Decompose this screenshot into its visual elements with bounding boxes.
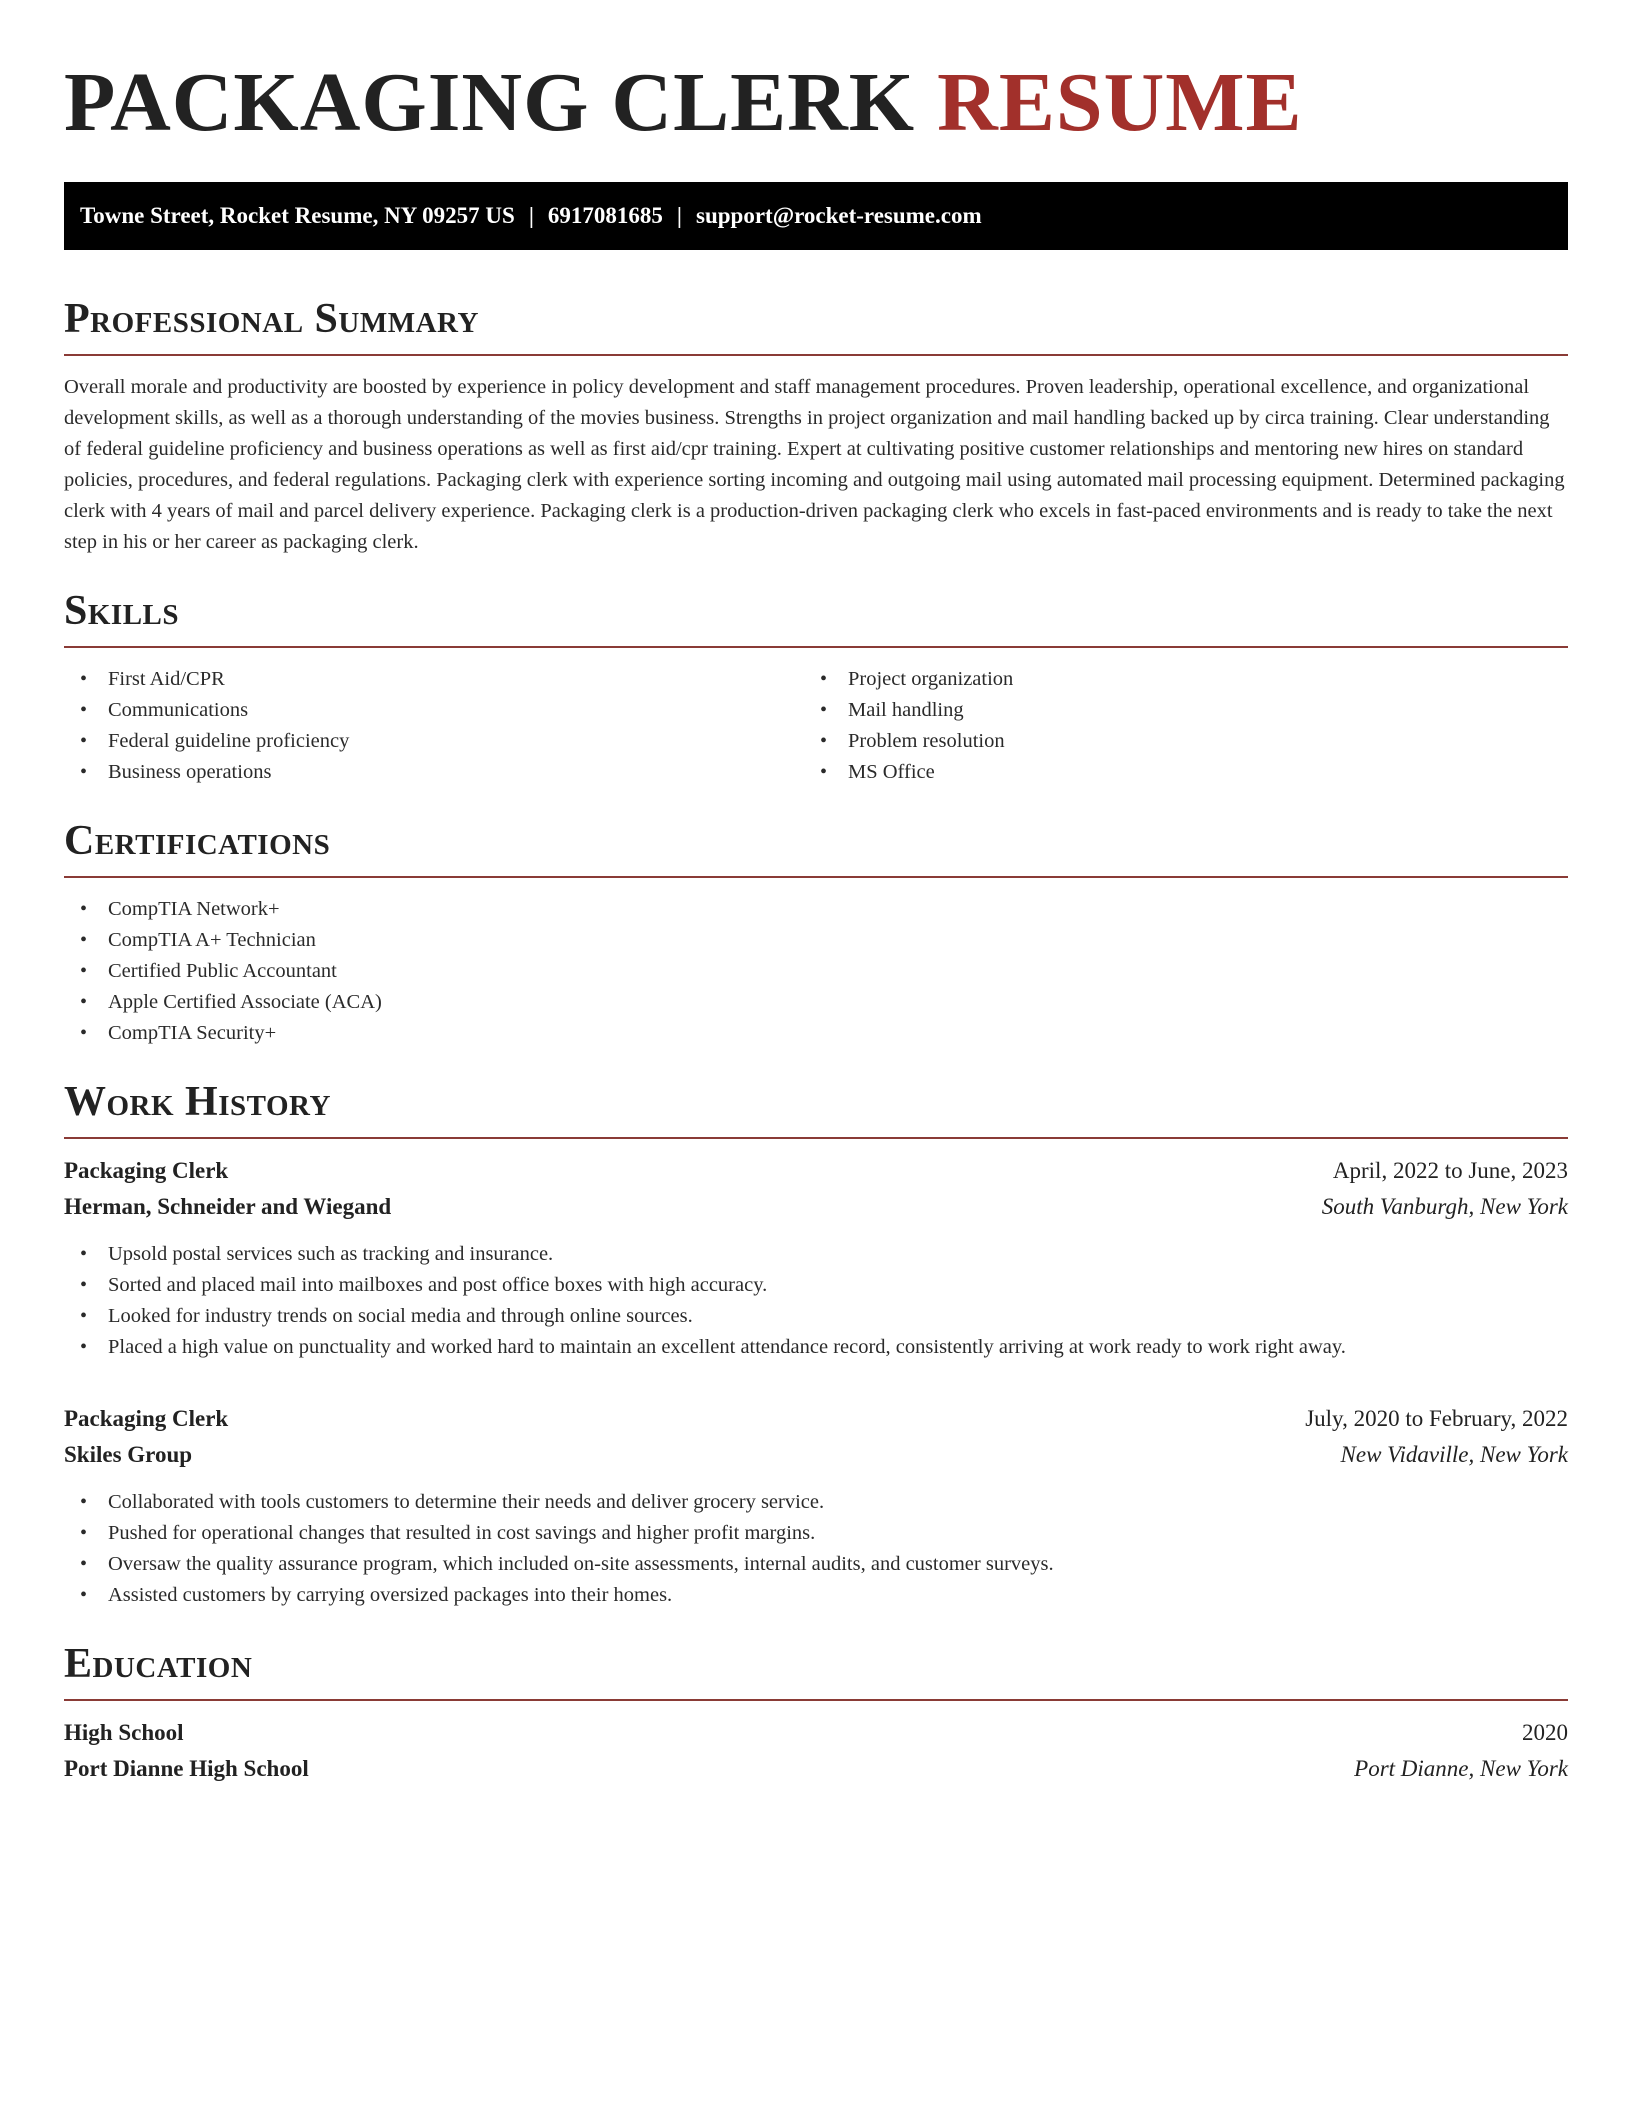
contact-email: support@rocket-resume.com — [696, 203, 982, 228]
job-entry — [64, 1401, 1568, 1611]
skill-item: • First Aid/CPR — [64, 664, 804, 695]
title-main: PACKAGING CLERK — [64, 56, 916, 149]
certifications-section — [64, 818, 1568, 1049]
job-dates: July, 2020 to February, 2022 — [1305, 1406, 1568, 1431]
certification-item: • CompTIA Security+ — [64, 1018, 1568, 1049]
job-header-row — [64, 1153, 1568, 1189]
skills-grid — [64, 648, 1568, 788]
education-heading: Education — [64, 1641, 1568, 1701]
education-entry — [64, 1715, 1568, 1787]
job-bullet: • Assisted customers by carrying oversized packages into their homes. — [64, 1580, 1568, 1611]
certifications-list — [64, 894, 1568, 1049]
skills-list-left — [64, 664, 804, 788]
skill-item: • Project organization — [804, 664, 1544, 695]
education-header-row — [64, 1715, 1568, 1751]
job-bullets — [64, 1239, 1568, 1363]
education-school-row — [64, 1751, 1568, 1787]
work-history-section — [64, 1079, 1568, 1611]
contact-phone: 6917081685 — [547, 203, 663, 228]
education-section — [64, 1641, 1568, 1787]
job-dates: April, 2022 to June, 2023 — [1332, 1158, 1568, 1183]
job-bullet: • Sorted and placed mail into mailboxes and post office boxes with high accuracy. — [64, 1270, 1568, 1301]
job-bullet: • Pushed for operational changes that resulted in cost savings and higher profit margins. — [64, 1518, 1568, 1549]
skill-item: • MS Office — [804, 757, 1544, 788]
certification-item: • Apple Certified Associate (ACA) — [64, 987, 1568, 1018]
job-bullet: • Upsold postal services such as tracking and insurance. — [64, 1239, 1568, 1270]
job-bullet: • Oversaw the quality assurance program, which included on-site assessments, internal audits, and customer surveys. — [64, 1549, 1568, 1580]
job-header-row — [64, 1401, 1568, 1437]
education-year: 2020 — [1522, 1720, 1568, 1745]
skill-item: • Mail handling — [804, 695, 1544, 726]
job-company: Herman, Schneider and Wiegand — [64, 1194, 392, 1219]
job-bullet: • Looked for industry trends on social media and through online sources. — [64, 1301, 1568, 1332]
summary-text: Overall morale and productivity are boosted by experience in policy development and staff management procedures. Proven leadership, operational excellence, and organizational development skills, as well as a thorough understanding of the movies business. Strengths in project organization and mail handling backed up by circa training. Clear understanding of federal guideline proficiency and business operations as well as first aid/cpr training. Expert at cultivating positive customer relationships and mentoring new hires on standard policies, procedures, and federal regulations. Packaging clerk with experience sorting incoming and outgoing mail using automated mail processing equipment. Determined packaging clerk with 4 years of mail and parcel delivery experience. Packaging clerk is a production-driven packaging clerk who excels in fast-paced environments and is ready to take the next step in his or her career as packaging clerk. — [64, 376, 1565, 553]
work-history-heading: Work History — [64, 1079, 1568, 1139]
skill-item: • Problem resolution — [804, 726, 1544, 757]
job-location: South Vanburgh, New York — [1321, 1194, 1568, 1219]
job-bullets — [64, 1487, 1568, 1611]
skill-item: • Communications — [64, 695, 804, 726]
job-entry — [64, 1153, 1568, 1363]
contact-bar — [64, 182, 1568, 250]
certification-item: • Certified Public Accountant — [64, 956, 1568, 987]
title-accent: RESUME — [937, 56, 1303, 149]
resume-title — [64, 58, 1568, 148]
summary-section — [64, 296, 1568, 558]
skill-item: • Business operations — [64, 757, 804, 788]
job-location: New Vidaville, New York — [1340, 1442, 1568, 1467]
job-bullet: • Placed a high value on punctuality and worked hard to maintain an excellent attendance record, consistently arriving at work ready to work right away. — [64, 1332, 1568, 1363]
job-company: Skiles Group — [64, 1442, 193, 1467]
certifications-heading: Certifications — [64, 818, 1568, 878]
skill-item: • Federal guideline proficiency — [64, 726, 804, 757]
skills-list-right — [804, 664, 1544, 788]
summary-heading: Professional Summary — [64, 296, 1568, 356]
skills-section — [64, 588, 1568, 788]
job-title: Packaging Clerk — [64, 1158, 229, 1183]
education-degree: High School — [64, 1720, 184, 1745]
skills-heading: Skills — [64, 588, 1568, 648]
contact-separator: | — [676, 203, 682, 228]
job-company-row — [64, 1437, 1568, 1473]
certification-item: • CompTIA Network+ — [64, 894, 1568, 925]
resume-page — [64, 0, 1568, 1787]
job-company-row — [64, 1189, 1568, 1225]
education-location: Port Dianne, New York — [1354, 1756, 1568, 1781]
certification-item: • CompTIA A+ Technician — [64, 925, 1568, 956]
contact-address: Towne Street, Rocket Resume, NY 09257 US — [80, 203, 515, 228]
job-bullet: • Collaborated with tools customers to determine their needs and deliver grocery service. — [64, 1487, 1568, 1518]
education-school: Port Dianne High School — [64, 1756, 309, 1781]
contact-separator: | — [528, 203, 534, 228]
job-title: Packaging Clerk — [64, 1406, 229, 1431]
